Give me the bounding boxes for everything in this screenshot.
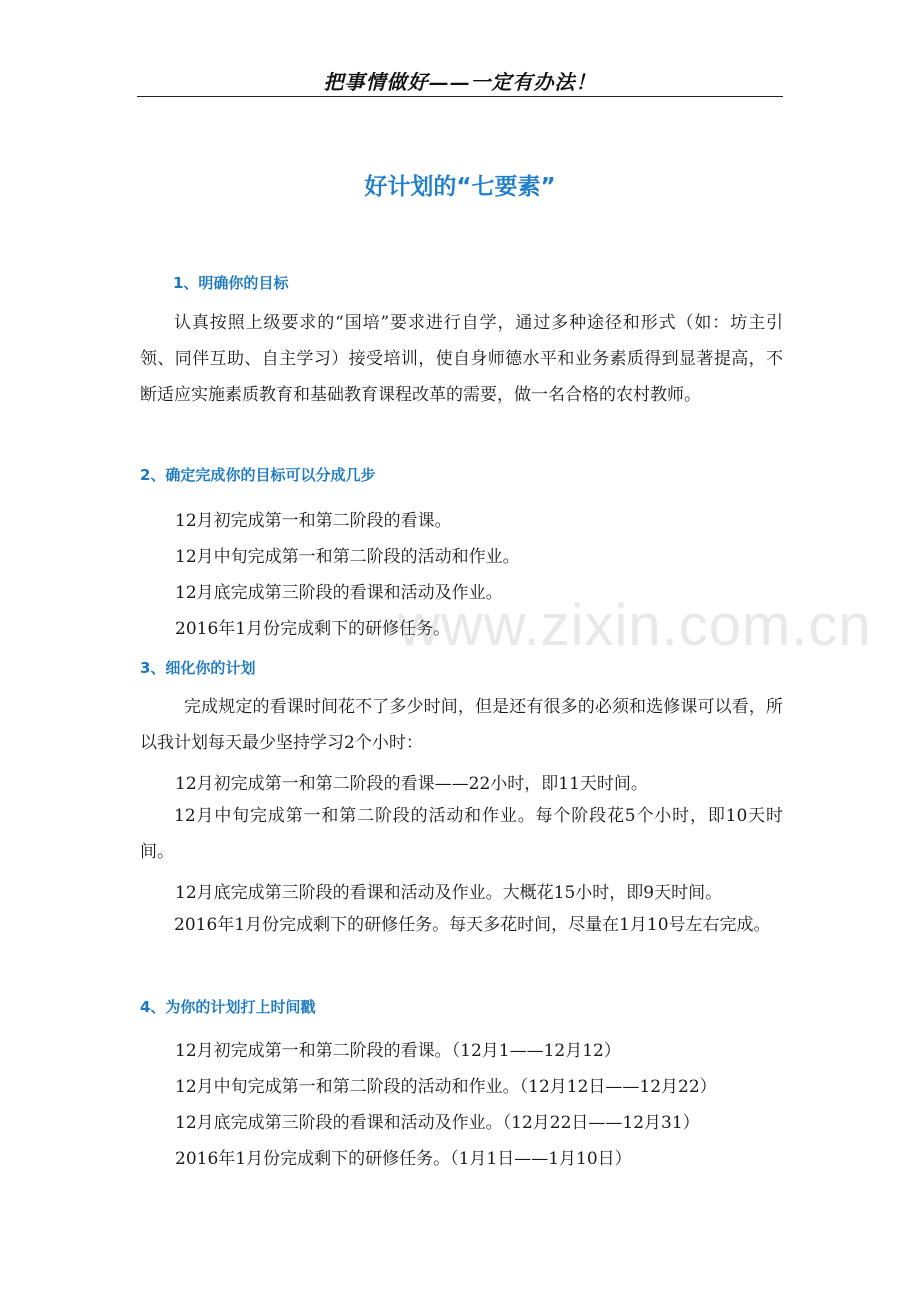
section-4-line-3: 12月底完成第三阶段的看课和活动及作业。（12月22日——12月31）	[175, 1113, 700, 1133]
section-1-heading: 1、明确你的目标	[173, 274, 289, 292]
section-2-line-3: 12月底完成第三阶段的看课和活动及作业。	[175, 583, 503, 603]
section-2-line-2: 12月中旬完成第一和第二阶段的活动和作业。	[175, 547, 520, 567]
section-3-heading: 3、细化你的计划	[140, 659, 256, 677]
section-2-heading: 2、确定完成你的目标可以分成几步	[140, 466, 376, 484]
section-2-line-1: 12月初完成第一和第二阶段的看课。	[175, 511, 452, 531]
section-3-paragraph-3: 2016年1月份完成剩下的研修任务。每天多花时间，尽量在1月10号左右完成。	[174, 915, 771, 935]
section-2-line-4: 2016年1月份完成剩下的研修任务。	[175, 619, 451, 639]
section-3-line-2: 12月底完成第三阶段的看课和活动及作业。大概花15小时，即9天时间。	[175, 883, 723, 903]
section-3-line-1: 12月初完成第一和第二阶段的看课——22小时，即11天时间。	[175, 774, 648, 794]
section-4-line-1: 12月初完成第一和第二阶段的看课。（12月1——12月12）	[175, 1041, 621, 1061]
section-4-line-4: 2016年1月份完成剩下的研修任务。（1月1日——1月10日）	[175, 1149, 632, 1169]
section-4-heading: 4、为你的计划打上时间戳	[140, 998, 316, 1016]
section-3-paragraph: 完成规定的看课时间花不了多少时间，但是还有很多的必须和选修课可以看，所以我计划每天最少坚持学习2个小时：	[140, 697, 783, 753]
section-4-line-2: 12月中旬完成第一和第二阶段的活动和作业。（12月12日——12月22）	[175, 1077, 717, 1097]
section-3-paragraph-2: 12月中旬完成第一和第二阶段的活动和作业。每个阶段花5个小时，即10天时间。	[140, 806, 784, 862]
section-1-paragraph: 认真按照上级要求的“国培”要求进行自学，通过多种途径和形式（如：坊主引领、同伴互助、自主学习）接受培训，使自身师德水平和业务素质得到显著提高，不断适应实施素质教育和基础教育课程改革的需要，做一名合格的农村教师。	[140, 313, 783, 405]
header-divider	[137, 96, 783, 97]
document-title: 好计划的“七要素”	[364, 174, 556, 200]
header-motto: 把事情做好——一定有办法！	[323, 70, 597, 94]
watermark: www.zixin.com.cn	[398, 593, 872, 658]
